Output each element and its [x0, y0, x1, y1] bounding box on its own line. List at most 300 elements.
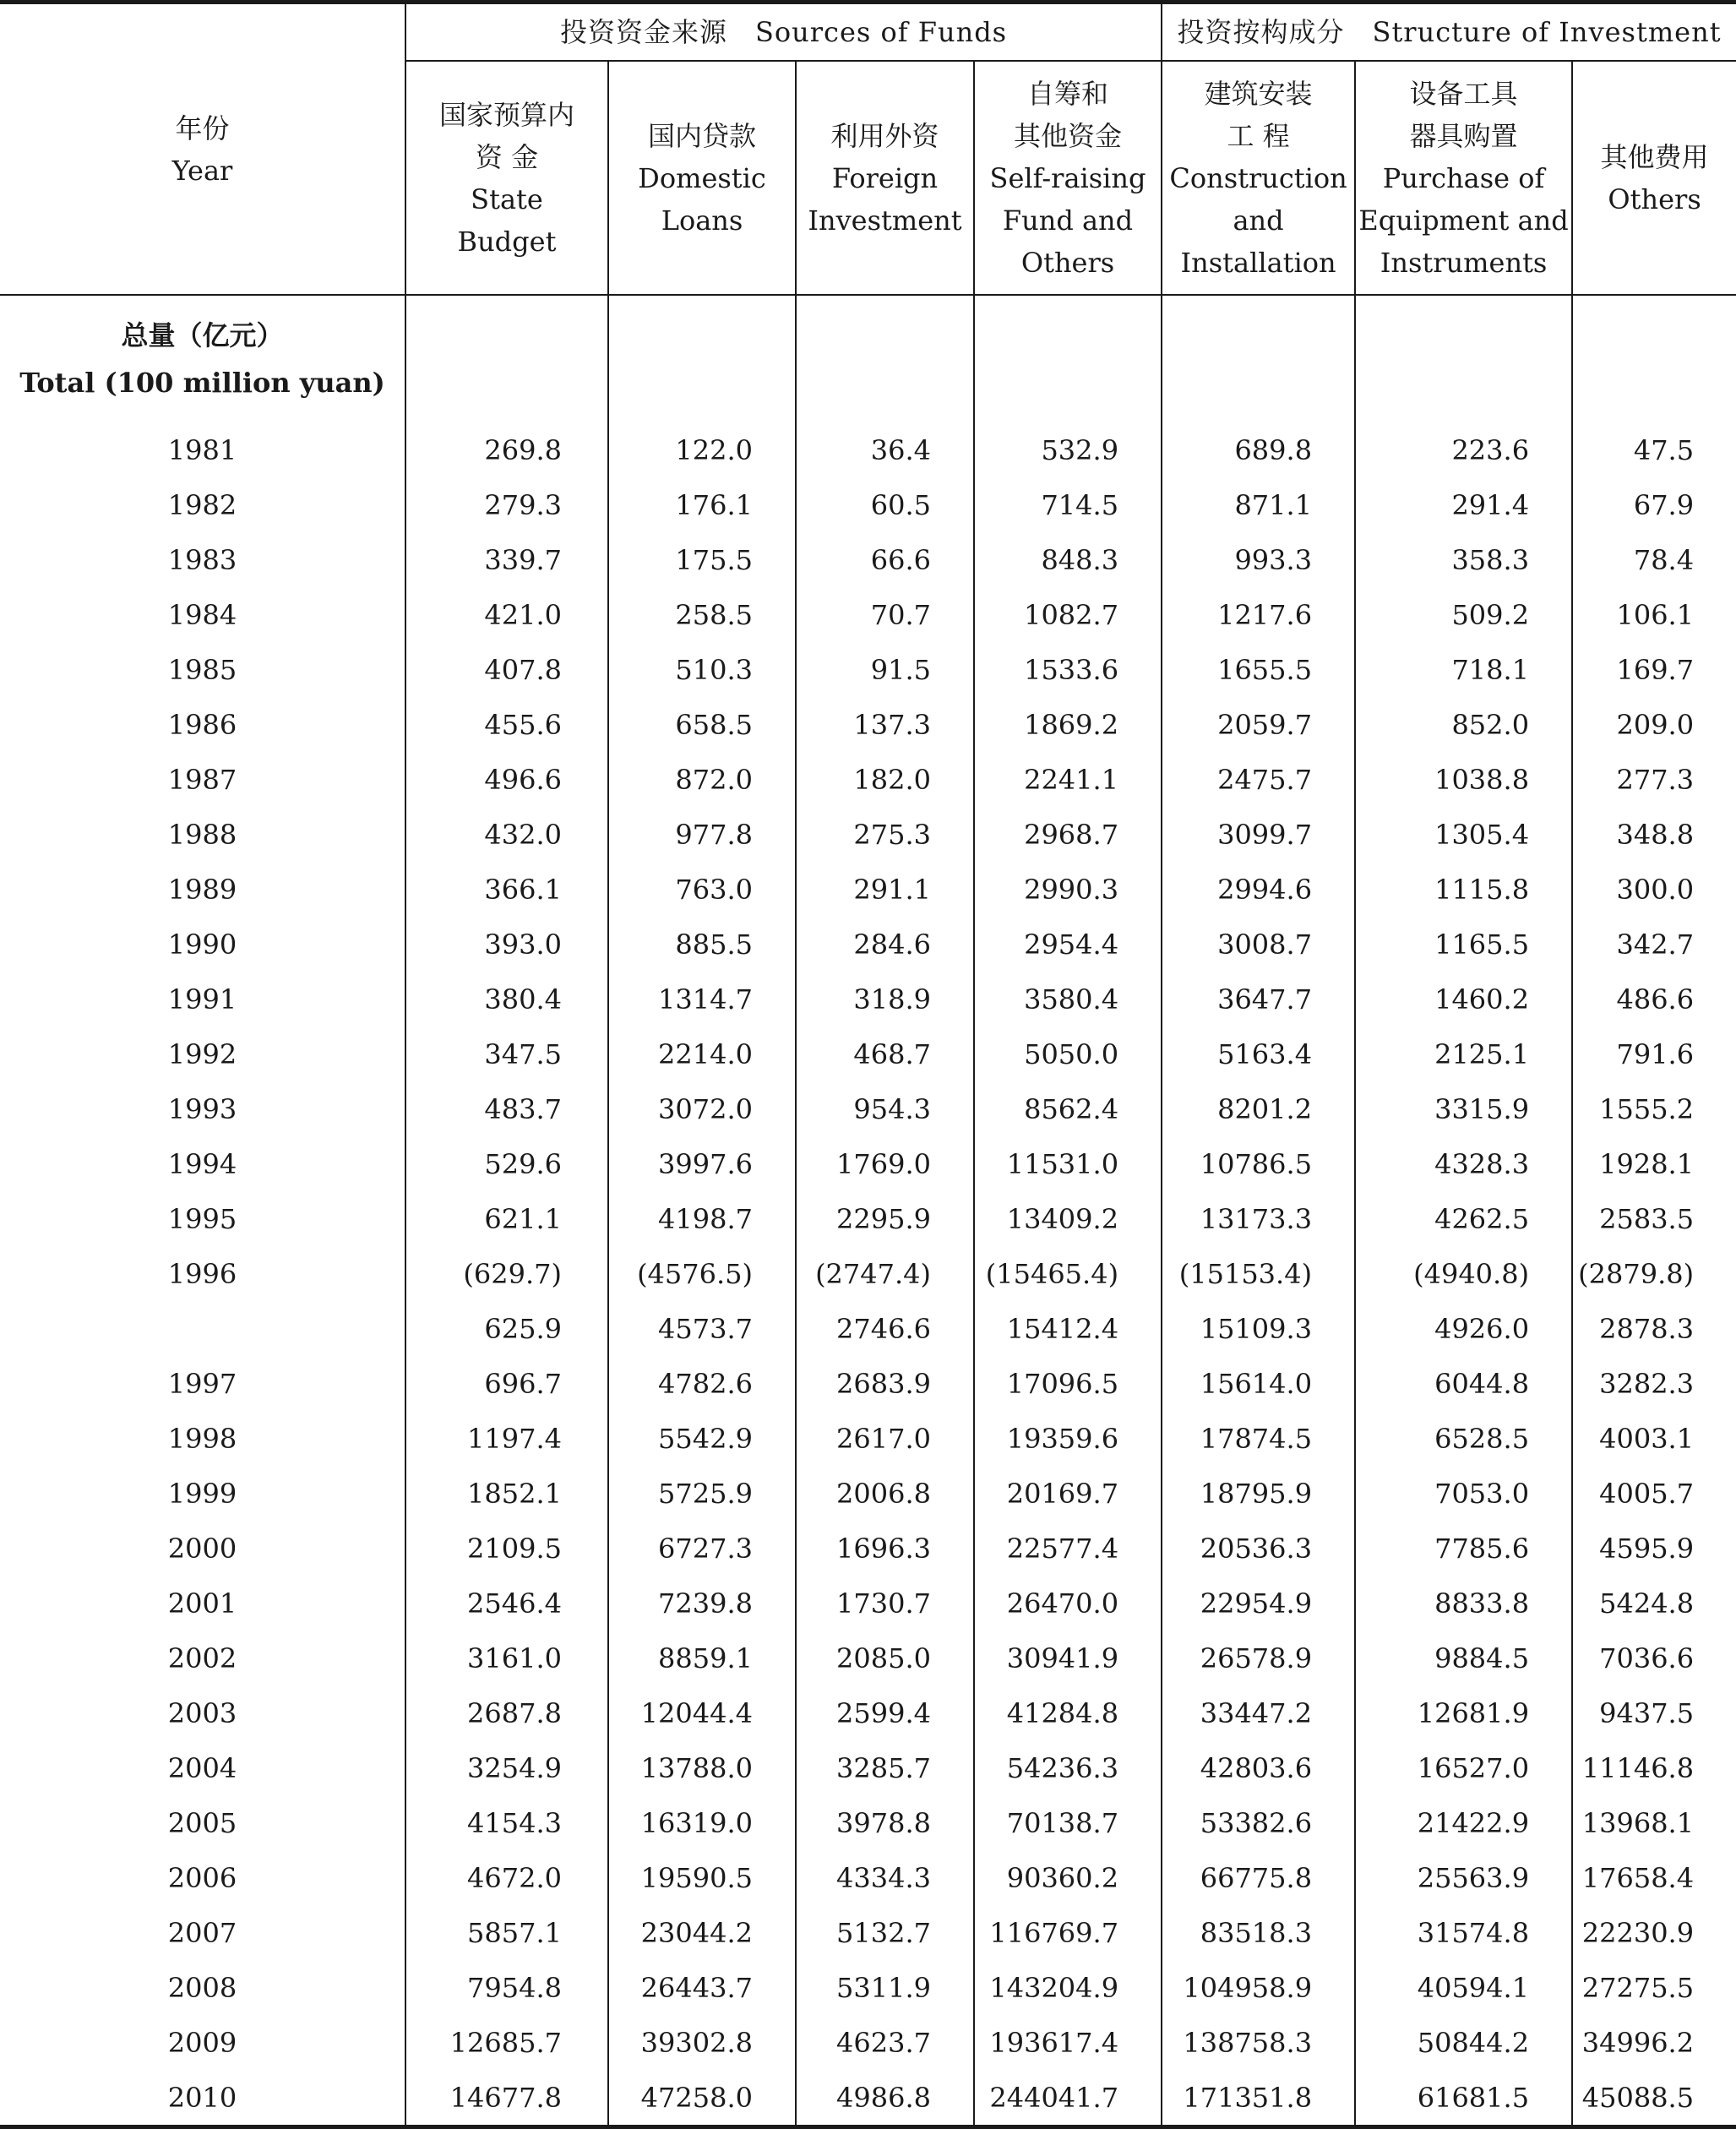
value-cell-other-costs: 300.0 [1572, 862, 1736, 917]
year-cell [0, 1301, 405, 1356]
value-cell-domestic-loans: 16319.0 [608, 1795, 796, 1850]
value-cell-state-budget: 269.8 [405, 422, 608, 477]
value-cell-construction-installation: 42803.6 [1162, 1740, 1355, 1795]
value-cell-foreign-investment: 2599.4 [796, 1685, 974, 1740]
column-header-equipment-purchase [1355, 61, 1572, 295]
value-cell-equipment-purchase: 852.0 [1355, 697, 1572, 752]
year-cell: 1986 [167, 708, 237, 741]
column-header-en: Self-raising Fund and Others [989, 161, 1146, 279]
year-cell: 1983 [167, 543, 237, 576]
value-cell-other-costs: (2879.8) [1572, 1246, 1736, 1301]
value-cell-state-budget: 496.6 [405, 752, 608, 807]
column-header-other-costs [1572, 61, 1736, 295]
section-label [0, 295, 405, 422]
column-header-zh: 自筹和 其他资金 [1014, 77, 1123, 152]
value-cell-foreign-investment: 1769.0 [796, 1136, 974, 1191]
year-cell: 2001 [167, 1587, 237, 1620]
year-cell: 1993 [167, 1092, 237, 1125]
value-cell-other-costs: 2583.5 [1572, 1191, 1736, 1246]
value-cell-self-raising-funds: 2241.1 [974, 752, 1162, 807]
value-cell-domestic-loans: 2214.0 [608, 1026, 796, 1081]
value-cell-domestic-loans: 12044.4 [608, 1685, 796, 1740]
value-cell-domestic-loans: 885.5 [608, 917, 796, 972]
table-row [0, 2070, 1736, 2127]
value-cell-construction-installation: 18795.9 [1162, 1466, 1355, 1521]
value-cell-self-raising-funds: 5050.0 [974, 1026, 1162, 1081]
structure-of-investment-header: 投资按构成分 Structure of Investment [1162, 3, 1736, 62]
value-cell-equipment-purchase: 6528.5 [1355, 1411, 1572, 1466]
value-cell-foreign-investment: 1730.7 [796, 1576, 974, 1631]
value-cell-domestic-loans: 258.5 [608, 587, 796, 642]
value-cell-construction-installation: 871.1 [1162, 477, 1355, 532]
value-cell-domestic-loans: 122.0 [608, 422, 796, 477]
value-cell-equipment-purchase: 358.3 [1355, 532, 1572, 587]
table-row [0, 1191, 1736, 1246]
value-cell-state-budget: 621.1 [405, 1191, 608, 1246]
value-cell-other-costs: 22230.9 [1572, 1905, 1736, 1960]
year-cell: 1996 [167, 1257, 237, 1290]
value-cell-domestic-loans: 175.5 [608, 532, 796, 587]
value-cell-equipment-purchase: 4328.3 [1355, 1136, 1572, 1191]
value-cell-foreign-investment: 5132.7 [796, 1905, 974, 1960]
value-cell-other-costs: 4005.7 [1572, 1466, 1736, 1521]
column-header-self-raising-funds [974, 61, 1162, 295]
value-cell-state-budget: 4672.0 [405, 1850, 608, 1905]
value-cell-self-raising-funds: 15412.4 [974, 1301, 1162, 1356]
column-header-construction-installation [1162, 61, 1355, 295]
value-cell-self-raising-funds: 54236.3 [974, 1740, 1162, 1795]
value-cell-other-costs: 78.4 [1572, 532, 1736, 587]
value-cell-state-budget: 4154.3 [405, 1795, 608, 1850]
table-row [0, 1850, 1736, 1905]
year-cell: 1990 [167, 928, 237, 961]
column-header-en: Construction and Installation [1169, 161, 1347, 279]
value-cell-other-costs: 106.1 [1572, 587, 1736, 642]
value-cell-state-budget: 12685.7 [405, 2015, 608, 2070]
column-header-domestic-loans [608, 61, 796, 295]
year-cell: 1998 [167, 1422, 237, 1455]
year-cell: 2009 [167, 2026, 237, 2059]
value-cell-foreign-investment: 36.4 [796, 422, 974, 477]
value-cell-foreign-investment: 2683.9 [796, 1356, 974, 1411]
value-cell-self-raising-funds: 1869.2 [974, 697, 1162, 752]
value-cell-foreign-investment: 66.6 [796, 532, 974, 587]
value-cell-self-raising-funds: 22577.4 [974, 1521, 1162, 1576]
value-cell-foreign-investment: 2617.0 [796, 1411, 974, 1466]
year-cell: 2010 [0, 2070, 405, 2127]
year-cell: 1989 [167, 873, 237, 906]
value-cell-domestic-loans: 26443.7 [608, 1960, 796, 2015]
value-cell-foreign-investment: 275.3 [796, 807, 974, 862]
value-cell-state-budget: 5857.1 [405, 1905, 608, 1960]
value-cell-equipment-purchase: 12681.9 [1355, 1685, 1572, 1740]
value-cell-construction-installation: 15614.0 [1162, 1356, 1355, 1411]
year-cell: 1992 [167, 1037, 237, 1070]
value-cell-domestic-loans: 1314.7 [608, 972, 796, 1026]
value-cell-domestic-loans: 4782.6 [608, 1356, 796, 1411]
value-cell-domestic-loans: 5725.9 [608, 1466, 796, 1521]
value-cell-other-costs: 342.7 [1572, 917, 1736, 972]
value-cell-equipment-purchase: 291.4 [1355, 477, 1572, 532]
value-cell-other-costs: 9437.5 [1572, 1685, 1736, 1740]
value-cell-foreign-investment: 2006.8 [796, 1466, 974, 1521]
value-cell-construction-installation: 138758.3 [1162, 2015, 1355, 2070]
value-cell-self-raising-funds: 70138.7 [974, 1795, 1162, 1850]
table-row [0, 422, 1736, 477]
table-row [0, 1356, 1736, 1411]
value-cell-construction-installation: 1655.5 [1162, 642, 1355, 697]
value-cell-other-costs: 34996.2 [1572, 2015, 1736, 2070]
value-cell-state-budget: 347.5 [405, 1026, 608, 1081]
value-cell-self-raising-funds: 41284.8 [974, 1685, 1162, 1740]
value-cell-other-costs: 277.3 [1572, 752, 1736, 807]
value-cell-state-budget: 2546.4 [405, 1576, 608, 1631]
value-cell-construction-installation: 17874.5 [1162, 1411, 1355, 1466]
column-header-en: Others [1608, 182, 1701, 215]
value-cell-domestic-loans: 4573.7 [608, 1301, 796, 1356]
table-row [0, 1081, 1736, 1136]
table-row [0, 477, 1736, 532]
value-cell-other-costs: 45088.5 [1572, 2070, 1736, 2127]
value-cell-other-costs: 791.6 [1572, 1026, 1736, 1081]
value-cell-construction-installation: 5163.4 [1162, 1026, 1355, 1081]
value-cell-equipment-purchase: 2125.1 [1355, 1026, 1572, 1081]
value-cell-construction-installation: 66775.8 [1162, 1850, 1355, 1905]
value-cell-construction-installation: 22954.9 [1162, 1576, 1355, 1631]
year-cell: 1988 [167, 818, 237, 851]
value-cell-self-raising-funds: 2968.7 [974, 807, 1162, 862]
value-cell-self-raising-funds: 116769.7 [974, 1905, 1162, 1960]
section-label-en: Total (100 million yuan) [19, 367, 385, 399]
value-cell-construction-installation: 1217.6 [1162, 587, 1355, 642]
value-cell-domestic-loans: 39302.8 [608, 2015, 796, 2070]
value-cell-other-costs: 5424.8 [1572, 1576, 1736, 1631]
value-cell-construction-installation: 33447.2 [1162, 1685, 1355, 1740]
year-cell: 1994 [167, 1147, 237, 1180]
value-cell-construction-installation: 104958.9 [1162, 1960, 1355, 2015]
value-cell-self-raising-funds: 17096.5 [974, 1356, 1162, 1411]
year-cell: 2000 [167, 1532, 237, 1565]
table-row [0, 1795, 1736, 1850]
value-cell-domestic-loans: 510.3 [608, 642, 796, 697]
value-cell-domestic-loans: 7239.8 [608, 1576, 796, 1631]
value-cell-state-budget: 7954.8 [405, 1960, 608, 2015]
value-cell-construction-installation: 20536.3 [1162, 1521, 1355, 1576]
value-cell-construction-installation: 15109.3 [1162, 1301, 1355, 1356]
value-cell-state-budget: 2109.5 [405, 1521, 608, 1576]
value-cell-self-raising-funds: 2990.3 [974, 862, 1162, 917]
value-cell-self-raising-funds: 143204.9 [974, 1960, 1162, 2015]
column-header-en: Foreign Investment [808, 161, 962, 237]
value-cell-state-budget: (629.7) [405, 1246, 608, 1301]
table-row [0, 1026, 1736, 1081]
value-cell-equipment-purchase: 4926.0 [1355, 1301, 1572, 1356]
value-cell-state-budget: 366.1 [405, 862, 608, 917]
section-label-zh: 总量（亿元） [121, 319, 284, 351]
column-header-zh: 国内贷款 [647, 119, 756, 152]
value-cell-other-costs: 486.6 [1572, 972, 1736, 1026]
value-cell-other-costs: 4003.1 [1572, 1411, 1736, 1466]
value-cell-self-raising-funds: 1082.7 [974, 587, 1162, 642]
value-cell-construction-installation: 10786.5 [1162, 1136, 1355, 1191]
value-cell-equipment-purchase: 3315.9 [1355, 1081, 1572, 1136]
value-cell-foreign-investment: 70.7 [796, 587, 974, 642]
value-cell-other-costs: 348.8 [1572, 807, 1736, 862]
value-cell-equipment-purchase: 31574.8 [1355, 1905, 1572, 1960]
value-cell-domestic-loans: 3072.0 [608, 1081, 796, 1136]
year-header-zh: 年份 [175, 112, 230, 144]
year-header-en: Year [171, 154, 233, 187]
year-cell: 2003 [167, 1696, 237, 1729]
value-cell-self-raising-funds: 11531.0 [974, 1136, 1162, 1191]
value-cell-domestic-loans: 5542.9 [608, 1411, 796, 1466]
value-cell-equipment-purchase: 50844.2 [1355, 2015, 1572, 2070]
value-cell-foreign-investment: 91.5 [796, 642, 974, 697]
table-row [0, 587, 1736, 642]
table-row [0, 917, 1736, 972]
value-cell-self-raising-funds: 532.9 [974, 422, 1162, 477]
value-cell-state-budget: 393.0 [405, 917, 608, 972]
value-cell-domestic-loans: 6727.3 [608, 1521, 796, 1576]
value-cell-construction-installation: 2475.7 [1162, 752, 1355, 807]
value-cell-equipment-purchase: 40594.1 [1355, 1960, 1572, 2015]
table-row [0, 1411, 1736, 1466]
year-cell: 2008 [167, 1971, 237, 2004]
value-cell-foreign-investment: 3285.7 [796, 1740, 974, 1795]
value-cell-equipment-purchase: 1305.4 [1355, 807, 1572, 862]
year-cell: 1982 [167, 488, 237, 521]
column-header-zh: 国家预算内 资 金 [438, 98, 574, 173]
value-cell-domestic-loans: (4576.5) [608, 1246, 796, 1301]
table-row [0, 1740, 1736, 1795]
value-cell-state-budget: 529.6 [405, 1136, 608, 1191]
table-row [0, 1136, 1736, 1191]
value-cell-domestic-loans: 763.0 [608, 862, 796, 917]
value-cell-foreign-investment: 4986.8 [796, 2070, 974, 2127]
value-cell-self-raising-funds: 1533.6 [974, 642, 1162, 697]
value-cell-equipment-purchase: 7053.0 [1355, 1466, 1572, 1521]
value-cell-self-raising-funds: 848.3 [974, 532, 1162, 587]
table-row [0, 1576, 1736, 1631]
value-cell-self-raising-funds: 244041.7 [974, 2070, 1162, 2127]
column-header-zh: 设备工具 器具购置 [1409, 77, 1518, 152]
table-row [0, 642, 1736, 697]
value-cell-construction-installation: 3008.7 [1162, 917, 1355, 972]
value-cell-other-costs: 1555.2 [1572, 1081, 1736, 1136]
value-cell-domestic-loans: 4198.7 [608, 1191, 796, 1246]
value-cell-construction-installation: 2994.6 [1162, 862, 1355, 917]
value-cell-state-budget: 3161.0 [405, 1631, 608, 1685]
value-cell-foreign-investment: 2085.0 [796, 1631, 974, 1685]
value-cell-domestic-loans: 8859.1 [608, 1631, 796, 1685]
value-cell-equipment-purchase: 9884.5 [1355, 1631, 1572, 1685]
column-header-zh: 利用外资 [830, 119, 939, 152]
value-cell-state-budget: 339.7 [405, 532, 608, 587]
value-cell-equipment-purchase: 61681.5 [1355, 2070, 1572, 2127]
table-row [0, 972, 1736, 1026]
value-cell-construction-installation: 3099.7 [1162, 807, 1355, 862]
value-cell-equipment-purchase: 509.2 [1355, 587, 1572, 642]
value-cell-state-budget: 3254.9 [405, 1740, 608, 1795]
value-cell-foreign-investment: 5311.9 [796, 1960, 974, 2015]
value-cell-other-costs: 2878.3 [1572, 1301, 1736, 1356]
value-cell-construction-installation: 171351.8 [1162, 2070, 1355, 2127]
year-header [0, 3, 405, 296]
value-cell-domestic-loans: 658.5 [608, 697, 796, 752]
year-cell: 1987 [167, 763, 237, 796]
table-row [0, 1960, 1736, 2015]
value-cell-other-costs: 67.9 [1572, 477, 1736, 532]
column-header-zh: 建筑安装 工 程 [1204, 77, 1313, 152]
value-cell-equipment-purchase: 718.1 [1355, 642, 1572, 697]
year-cell: 2007 [167, 1916, 237, 1949]
value-cell-foreign-investment: 291.1 [796, 862, 974, 917]
value-cell-other-costs: 7036.6 [1572, 1631, 1736, 1685]
value-cell-equipment-purchase: 223.6 [1355, 422, 1572, 477]
value-cell-state-budget: 380.4 [405, 972, 608, 1026]
value-cell-foreign-investment: 2295.9 [796, 1191, 974, 1246]
value-cell-self-raising-funds: 714.5 [974, 477, 1162, 532]
value-cell-foreign-investment: 4334.3 [796, 1850, 974, 1905]
value-cell-foreign-investment: 3978.8 [796, 1795, 974, 1850]
sources-of-funds-header: 投资资金来源 Sources of Funds [405, 3, 1162, 62]
table-row [0, 807, 1736, 862]
value-cell-other-costs: 4595.9 [1572, 1521, 1736, 1576]
value-cell-other-costs: 47.5 [1572, 422, 1736, 477]
value-cell-self-raising-funds: 20169.7 [974, 1466, 1162, 1521]
value-cell-construction-installation: 3647.7 [1162, 972, 1355, 1026]
value-cell-state-budget: 455.6 [405, 697, 608, 752]
value-cell-state-budget: 1197.4 [405, 1411, 608, 1466]
table-row [0, 1301, 1736, 1356]
year-cell: 1981 [167, 433, 237, 466]
value-cell-other-costs: 169.7 [1572, 642, 1736, 697]
value-cell-construction-installation: 53382.6 [1162, 1795, 1355, 1850]
value-cell-equipment-purchase: 7785.6 [1355, 1521, 1572, 1576]
value-cell-self-raising-funds: 3580.4 [974, 972, 1162, 1026]
value-cell-other-costs: 27275.5 [1572, 1960, 1736, 2015]
value-cell-other-costs: 3282.3 [1572, 1356, 1736, 1411]
value-cell-other-costs: 17658.4 [1572, 1850, 1736, 1905]
table-row [0, 1685, 1736, 1740]
value-cell-foreign-investment: (2747.4) [796, 1246, 974, 1301]
value-cell-state-budget: 14677.8 [405, 2070, 608, 2127]
column-header-en: Domestic Loans [638, 161, 766, 237]
value-cell-construction-installation: 2059.7 [1162, 697, 1355, 752]
value-cell-other-costs: 1928.1 [1572, 1136, 1736, 1191]
value-cell-self-raising-funds: 193617.4 [974, 2015, 1162, 2070]
value-cell-self-raising-funds: 19359.6 [974, 1411, 1162, 1466]
year-cell: 1999 [167, 1477, 237, 1510]
value-cell-state-budget: 421.0 [405, 587, 608, 642]
value-cell-equipment-purchase: 8833.8 [1355, 1576, 1572, 1631]
value-cell-foreign-investment: 137.3 [796, 697, 974, 752]
value-cell-construction-installation: 13173.3 [1162, 1191, 1355, 1246]
value-cell-self-raising-funds: (15465.4) [974, 1246, 1162, 1301]
year-cell: 2006 [167, 1861, 237, 1894]
value-cell-self-raising-funds: 13409.2 [974, 1191, 1162, 1246]
value-cell-construction-installation: 993.3 [1162, 532, 1355, 587]
value-cell-other-costs: 209.0 [1572, 697, 1736, 752]
column-header-en: State Budget [457, 182, 557, 258]
value-cell-self-raising-funds: 26470.0 [974, 1576, 1162, 1631]
table-row [0, 1905, 1736, 1960]
value-cell-domestic-loans: 23044.2 [608, 1905, 796, 1960]
value-cell-equipment-purchase: 1038.8 [1355, 752, 1572, 807]
table-row [0, 752, 1736, 807]
value-cell-self-raising-funds: 90360.2 [974, 1850, 1162, 1905]
value-cell-equipment-purchase: 1460.2 [1355, 972, 1572, 1026]
value-cell-equipment-purchase: 6044.8 [1355, 1356, 1572, 1411]
table-row [0, 1521, 1736, 1576]
year-cell: 1997 [167, 1367, 237, 1400]
year-cell: 2002 [167, 1642, 237, 1674]
value-cell-equipment-purchase: 25563.9 [1355, 1850, 1572, 1905]
value-cell-foreign-investment: 284.6 [796, 917, 974, 972]
value-cell-foreign-investment: 318.9 [796, 972, 974, 1026]
value-cell-domestic-loans: 47258.0 [608, 2070, 796, 2127]
table-row [0, 532, 1736, 587]
value-cell-foreign-investment: 954.3 [796, 1081, 974, 1136]
column-header-foreign-investment [796, 61, 974, 295]
value-cell-domestic-loans: 13788.0 [608, 1740, 796, 1795]
value-cell-state-budget: 279.3 [405, 477, 608, 532]
value-cell-equipment-purchase: (4940.8) [1355, 1246, 1572, 1301]
value-cell-foreign-investment: 2746.6 [796, 1301, 974, 1356]
value-cell-domestic-loans: 19590.5 [608, 1850, 796, 1905]
value-cell-self-raising-funds: 8562.4 [974, 1081, 1162, 1136]
value-cell-other-costs: 13968.1 [1572, 1795, 1736, 1850]
value-cell-construction-installation: 689.8 [1162, 422, 1355, 477]
value-cell-construction-installation: (15153.4) [1162, 1246, 1355, 1301]
value-cell-construction-installation: 83518.3 [1162, 1905, 1355, 1960]
value-cell-state-budget: 407.8 [405, 642, 608, 697]
column-header-zh: 其他费用 [1600, 140, 1709, 173]
value-cell-domestic-loans: 176.1 [608, 477, 796, 532]
value-cell-self-raising-funds: 2954.4 [974, 917, 1162, 972]
value-cell-foreign-investment: 1696.3 [796, 1521, 974, 1576]
value-cell-equipment-purchase: 4262.5 [1355, 1191, 1572, 1246]
value-cell-domestic-loans: 977.8 [608, 807, 796, 862]
column-header-en: Purchase of Equipment and Instruments [1358, 161, 1569, 279]
value-cell-domestic-loans: 3997.6 [608, 1136, 796, 1191]
value-cell-state-budget: 483.7 [405, 1081, 608, 1136]
value-cell-state-budget: 432.0 [405, 807, 608, 862]
year-cell: 1991 [167, 983, 237, 1015]
value-cell-equipment-purchase: 21422.9 [1355, 1795, 1572, 1850]
value-cell-self-raising-funds: 30941.9 [974, 1631, 1162, 1685]
value-cell-construction-installation: 26578.9 [1162, 1631, 1355, 1685]
year-cell: 2005 [167, 1806, 237, 1839]
value-cell-equipment-purchase: 1115.8 [1355, 862, 1572, 917]
table-row [0, 862, 1736, 917]
value-cell-construction-installation: 8201.2 [1162, 1081, 1355, 1136]
value-cell-foreign-investment: 468.7 [796, 1026, 974, 1081]
year-cell: 2004 [167, 1751, 237, 1784]
value-cell-domestic-loans: 872.0 [608, 752, 796, 807]
year-cell: 1995 [167, 1202, 237, 1235]
value-cell-foreign-investment: 60.5 [796, 477, 974, 532]
value-cell-foreign-investment: 4623.7 [796, 2015, 974, 2070]
value-cell-state-budget: 2687.8 [405, 1685, 608, 1740]
table-row [0, 2015, 1736, 2070]
value-cell-state-budget: 696.7 [405, 1356, 608, 1411]
value-cell-state-budget: 625.9 [405, 1301, 608, 1356]
table-row [0, 1466, 1736, 1521]
value-cell-foreign-investment: 182.0 [796, 752, 974, 807]
value-cell-state-budget: 1852.1 [405, 1466, 608, 1521]
year-cell: 1985 [167, 653, 237, 686]
